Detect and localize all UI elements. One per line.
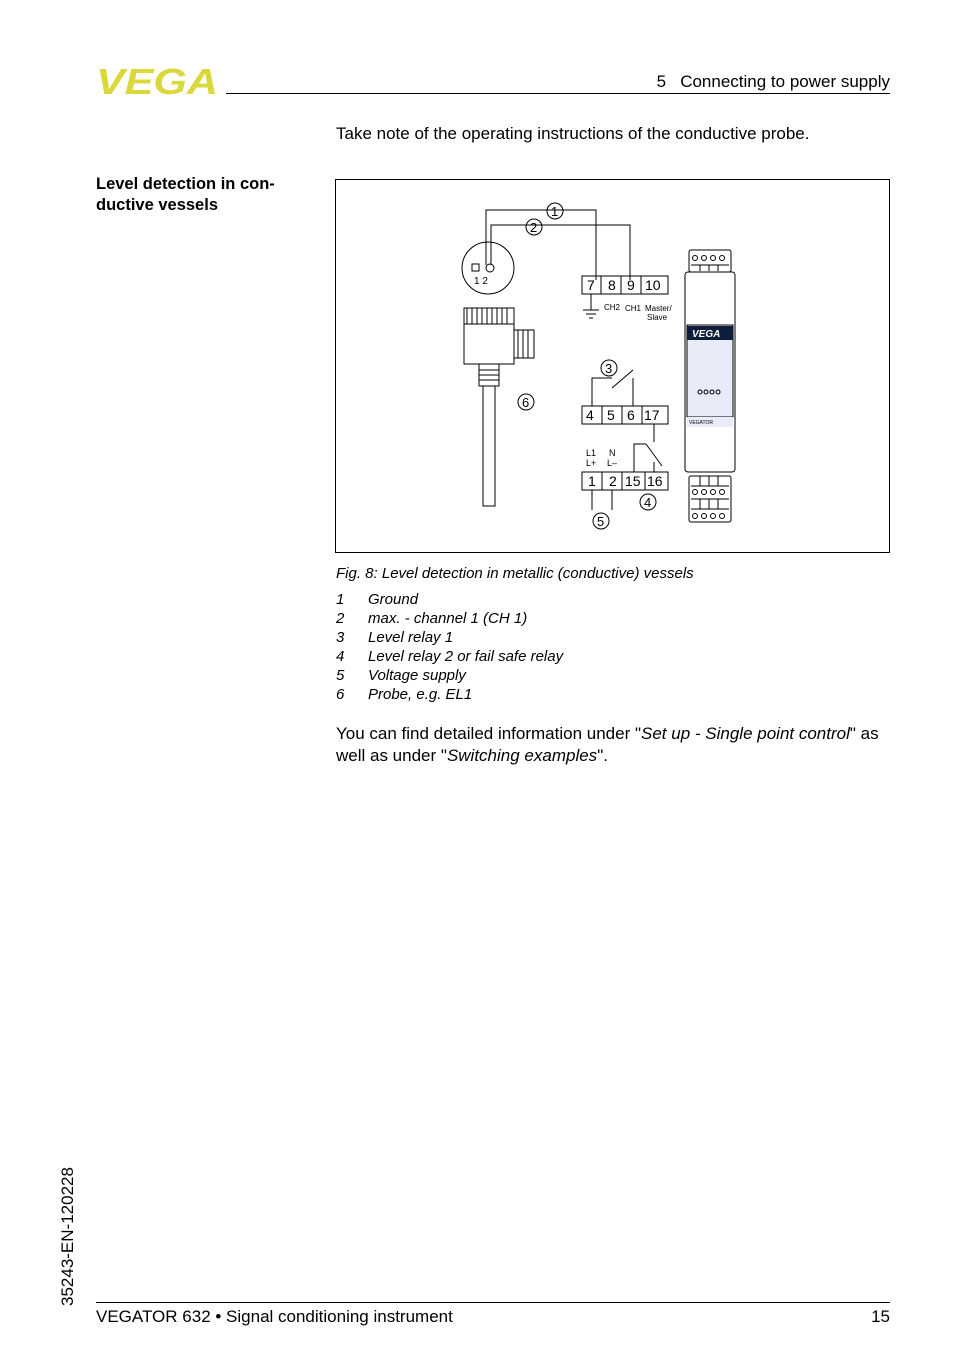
device-model: VEGATOR (689, 420, 713, 426)
relay-2-contact (634, 424, 662, 472)
terminal-15: 15 (625, 473, 641, 489)
terminal-4: 4 (586, 407, 594, 423)
wiring-figure (335, 179, 890, 553)
legend-item (336, 666, 563, 685)
footer-title: VEGATOR 632 • Signal conditioning instrument (96, 1307, 453, 1326)
probe-rod (483, 386, 495, 506)
supply-leads (592, 490, 612, 510)
slave-label: Slave (647, 313, 668, 322)
n-label: N (609, 448, 616, 458)
legend-num: 5 (336, 667, 345, 684)
legend-num: 1 (336, 591, 345, 608)
probe-housing (464, 324, 514, 364)
ch2-label: CH2 (604, 303, 621, 312)
legend-text: max. - channel 1 (CH 1) (368, 610, 528, 627)
device-logo: VEGA (692, 329, 721, 340)
legend-item (336, 628, 563, 647)
probe-contact-2 (486, 264, 494, 272)
legend-text: Probe, e.g. EL1 (368, 686, 473, 703)
callout-1: 1 (551, 204, 559, 219)
terminal-5: 5 (607, 407, 615, 423)
l1-label: L1 (586, 448, 597, 458)
legend-text: Level relay 2 or fail safe relay (368, 648, 564, 665)
legend-item (336, 590, 563, 609)
callout-5: 5 (597, 514, 605, 529)
body-text-3: ". (597, 746, 608, 765)
terminals-mid (582, 406, 668, 424)
probe-contact-1 (472, 264, 479, 271)
terminal-9: 9 (627, 277, 635, 293)
callout-6: 6 (522, 395, 530, 410)
legend-text: Ground (368, 591, 419, 608)
page-number: 15 (871, 1307, 890, 1326)
master-label: Master/ (645, 304, 672, 313)
legend-text: Level relay 1 (368, 629, 454, 646)
terminal-16: 16 (647, 473, 663, 489)
legend-text: Voltage supply (368, 667, 466, 684)
body-text-1: You can find detailed information under " (336, 724, 642, 743)
link-single-point-control: Set up - Single point control (641, 724, 850, 743)
probe-head (462, 242, 514, 294)
side-heading-line2: ductive vessels (96, 196, 218, 214)
legend-item (336, 685, 563, 704)
footer-rule (96, 1302, 890, 1303)
terminal-17: 17 (644, 407, 660, 423)
body-paragraph (336, 723, 892, 767)
figure-caption: Fig. 8: Level detection in metallic (conductive) vessels (336, 565, 694, 582)
probe-contacts-label: 1 2 (474, 276, 488, 287)
legend-num: 4 (336, 648, 345, 665)
vegator-device (685, 250, 735, 522)
vega-logo (96, 66, 220, 96)
callout-2: 2 (530, 220, 538, 235)
legend-num: 2 (336, 610, 345, 627)
ground-wire (486, 210, 596, 280)
ground-icon (583, 294, 599, 318)
terminal-10: 10 (645, 277, 661, 293)
ch1-label: CH1 (625, 304, 642, 313)
side-heading (96, 174, 306, 216)
link-switching-examples: Switching examples (446, 746, 598, 765)
terminals-bottom (582, 472, 668, 490)
svg-text:VEGA: VEGA (96, 66, 218, 96)
section-title: 5 Connecting to power supply (656, 72, 890, 91)
terminal-7: 7 (587, 277, 595, 293)
intro-text: Take note of the operating instructions of the conductive probe. (336, 124, 810, 143)
terminal-6: 6 (627, 407, 635, 423)
lplus-label: L+ (586, 458, 597, 468)
wiring-diagram (336, 180, 889, 552)
document-id: 35243-EN-120228 (58, 1167, 77, 1306)
terminals-top (582, 276, 668, 294)
body-text-2: " as well as under " (336, 724, 879, 765)
cable-gland (514, 330, 534, 358)
legend-item (336, 647, 563, 666)
legend-num: 3 (336, 629, 345, 646)
legend-num: 6 (336, 686, 345, 703)
header-rule (226, 93, 890, 94)
terminal-1: 1 (588, 473, 596, 489)
callout-4: 4 (644, 495, 652, 510)
terminal-2: 2 (609, 473, 617, 489)
side-heading-line1: Level detection in con- (96, 175, 275, 193)
callout-3: 3 (605, 361, 613, 376)
lminus-label: L– (607, 458, 618, 468)
figure-legend (336, 590, 563, 704)
legend-item (336, 609, 563, 628)
ch1-wire (491, 225, 630, 280)
terminal-8: 8 (608, 277, 616, 293)
